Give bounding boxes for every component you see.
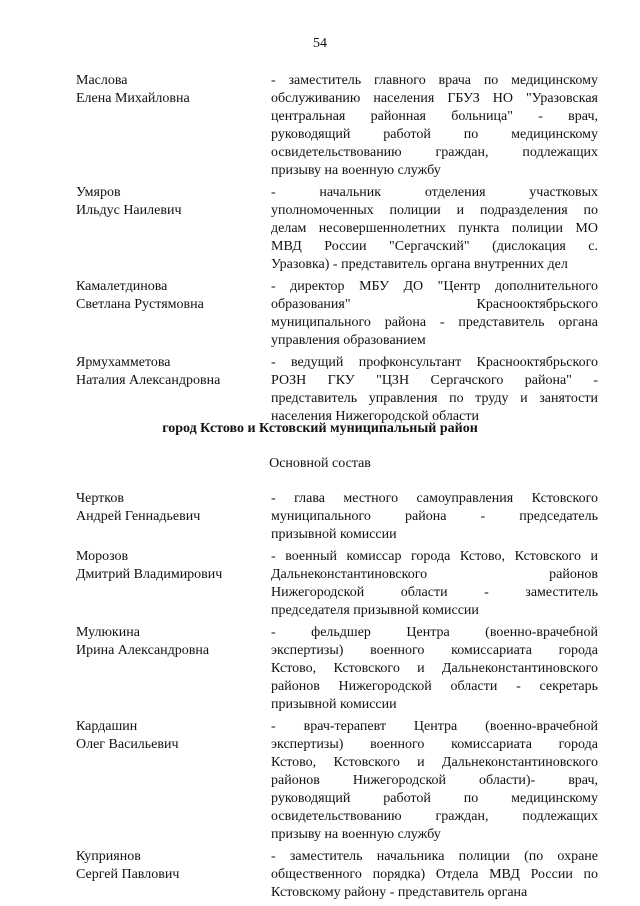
member-surname: Умяров: [76, 185, 121, 200]
role-text-line: Нижегородской области - заместитель: [271, 585, 598, 600]
member-role: [271, 718, 598, 844]
member-entry: [76, 184, 598, 274]
member-entry: [76, 548, 598, 620]
member-surname: Чертков: [76, 491, 124, 506]
role-text-line: призыву на военную службу: [271, 163, 441, 178]
member-given-names: Ильдус Наилевич: [76, 203, 182, 218]
section-title: город Кстово и Кстовский муниципальный район: [162, 421, 478, 436]
role-text-line: уполномоченных полиции и подразделения по: [271, 203, 598, 218]
member-name: [76, 72, 271, 180]
role-text-line: экспертизы) военного комиссариата города: [271, 737, 598, 752]
member-name: [76, 490, 271, 544]
role-text-line: РОЗН ГКУ "ЦЗН Сергачского района" -: [271, 373, 598, 388]
role-text-line: - глава местного самоуправления Кстовского: [271, 491, 598, 506]
role-text-line: освидетельствованию граждан, подлежащих: [271, 145, 598, 160]
role-text-line: Кстово, Кстовского и Дальнеконстантиновского: [271, 755, 598, 770]
role-text-line: - ведущий профконсультант Краснооктябрьского: [271, 355, 598, 370]
role-text-line: - врач-терапевт Центра (военно-врачебной: [271, 719, 598, 734]
member-given-names: Андрей Геннадьевич: [76, 509, 201, 524]
role-text-line: экспертизы) военного комиссариата города: [271, 643, 598, 658]
role-text-line: представитель управления по труду и занятости: [271, 391, 598, 406]
member-list-kstovo: [76, 490, 598, 906]
member-entry: [76, 354, 598, 426]
member-name: [76, 848, 271, 902]
role-text-line: председателя призывной комиссии: [271, 603, 479, 618]
role-text-line: образования" Краснооктябрьского: [271, 297, 598, 312]
member-name: [76, 548, 271, 620]
role-text-line: руководящий работой по медицинскому: [271, 127, 598, 142]
member-surname: Куприянов: [76, 849, 141, 864]
role-text-line: общественного порядка) Отдела МВД России по: [271, 867, 598, 882]
member-given-names: Дмитрий Владимирович: [76, 567, 223, 582]
member-role: [271, 490, 598, 544]
member-name: [76, 624, 271, 714]
member-name: [76, 354, 271, 426]
member-name: [76, 278, 271, 350]
member-surname: Мулюкина: [76, 625, 140, 640]
role-text-line: Кстово, Кстовского и Дальнеконстантиновского: [271, 661, 598, 676]
member-entry: [76, 278, 598, 350]
member-surname: Кардашин: [76, 719, 138, 734]
member-given-names: Олег Васильевич: [76, 737, 179, 752]
role-text-line: районов Нижегородской области - секретарь: [271, 679, 598, 694]
member-surname: Ярмухамметова: [76, 355, 171, 370]
role-text-line: Уразовка) - представитель органа внутренних дел: [271, 257, 568, 272]
member-role: [271, 548, 598, 620]
member-entry: [76, 718, 598, 844]
member-entry: [76, 624, 598, 714]
member-given-names: Светлана Рустямовна: [76, 297, 204, 312]
member-surname: Камалетдинова: [76, 279, 168, 294]
role-text-line: - военный комиссар города Кстово, Кстовского и: [271, 549, 598, 564]
member-given-names: Ирина Александровна: [76, 643, 210, 658]
role-text-line: управления образованием: [271, 333, 426, 348]
member-role: [271, 624, 598, 714]
role-text-line: - начальник отделения участковых: [271, 185, 598, 200]
role-text-line: центральная районная больница" - врач,: [271, 109, 598, 124]
role-text-line: - фельдшер Центра (военно-врачебной: [271, 625, 598, 640]
member-name: [76, 184, 271, 274]
member-role: [271, 278, 598, 350]
role-text-line: - заместитель начальника полиции (по охране: [271, 849, 598, 864]
member-list-uraz: [76, 72, 598, 430]
member-role: [271, 72, 598, 180]
role-text-line: МВД России "Сергачский" (дислокация с.: [271, 239, 598, 254]
role-text-line: призыву на военную службу: [271, 827, 441, 842]
member-given-names: Елена Михайловна: [76, 91, 190, 106]
member-name: [76, 718, 271, 844]
role-text-line: призывной комиссии: [271, 697, 397, 712]
section-subtitle: Основной состав: [269, 456, 371, 471]
role-text-line: обслуживанию населения ГБУЗ НО "Уразовская: [271, 91, 598, 106]
member-role: [271, 184, 598, 274]
role-text-line: муниципального района - представитель органа: [271, 315, 598, 330]
role-text-line: освидетельствованию граждан, подлежащих: [271, 809, 598, 824]
role-text-line: населения Нижегородской области: [271, 409, 479, 424]
role-text-line: - заместитель главного врача по медицинскому: [271, 73, 598, 88]
role-text-line: Кстовскому району - представитель органа: [271, 885, 528, 900]
member-role: [271, 848, 598, 902]
role-text-line: - директор МБУ ДО "Центр дополнительного: [271, 279, 598, 294]
member-given-names: Наталия Александровна: [76, 373, 221, 388]
member-given-names: Сергей Павлович: [76, 867, 180, 882]
page-number: 54: [313, 36, 327, 51]
member-entry: [76, 490, 598, 544]
role-text-line: районов Нижегородской области)- врач,: [271, 773, 598, 788]
role-text-line: делам несовершеннолетних пункта полиции МО: [271, 221, 598, 236]
member-entry: [76, 848, 598, 902]
role-text-line: призывной комиссии: [271, 527, 397, 542]
member-role: [271, 354, 598, 426]
member-surname: Морозов: [76, 549, 129, 564]
role-text-line: муниципального района - председатель: [271, 509, 598, 524]
member-entry: [76, 72, 598, 180]
role-text-line: руководящий работой по медицинскому: [271, 791, 598, 806]
member-surname: Маслова: [76, 73, 128, 88]
role-text-line: Дальнеконстантиновского районов: [271, 567, 598, 582]
